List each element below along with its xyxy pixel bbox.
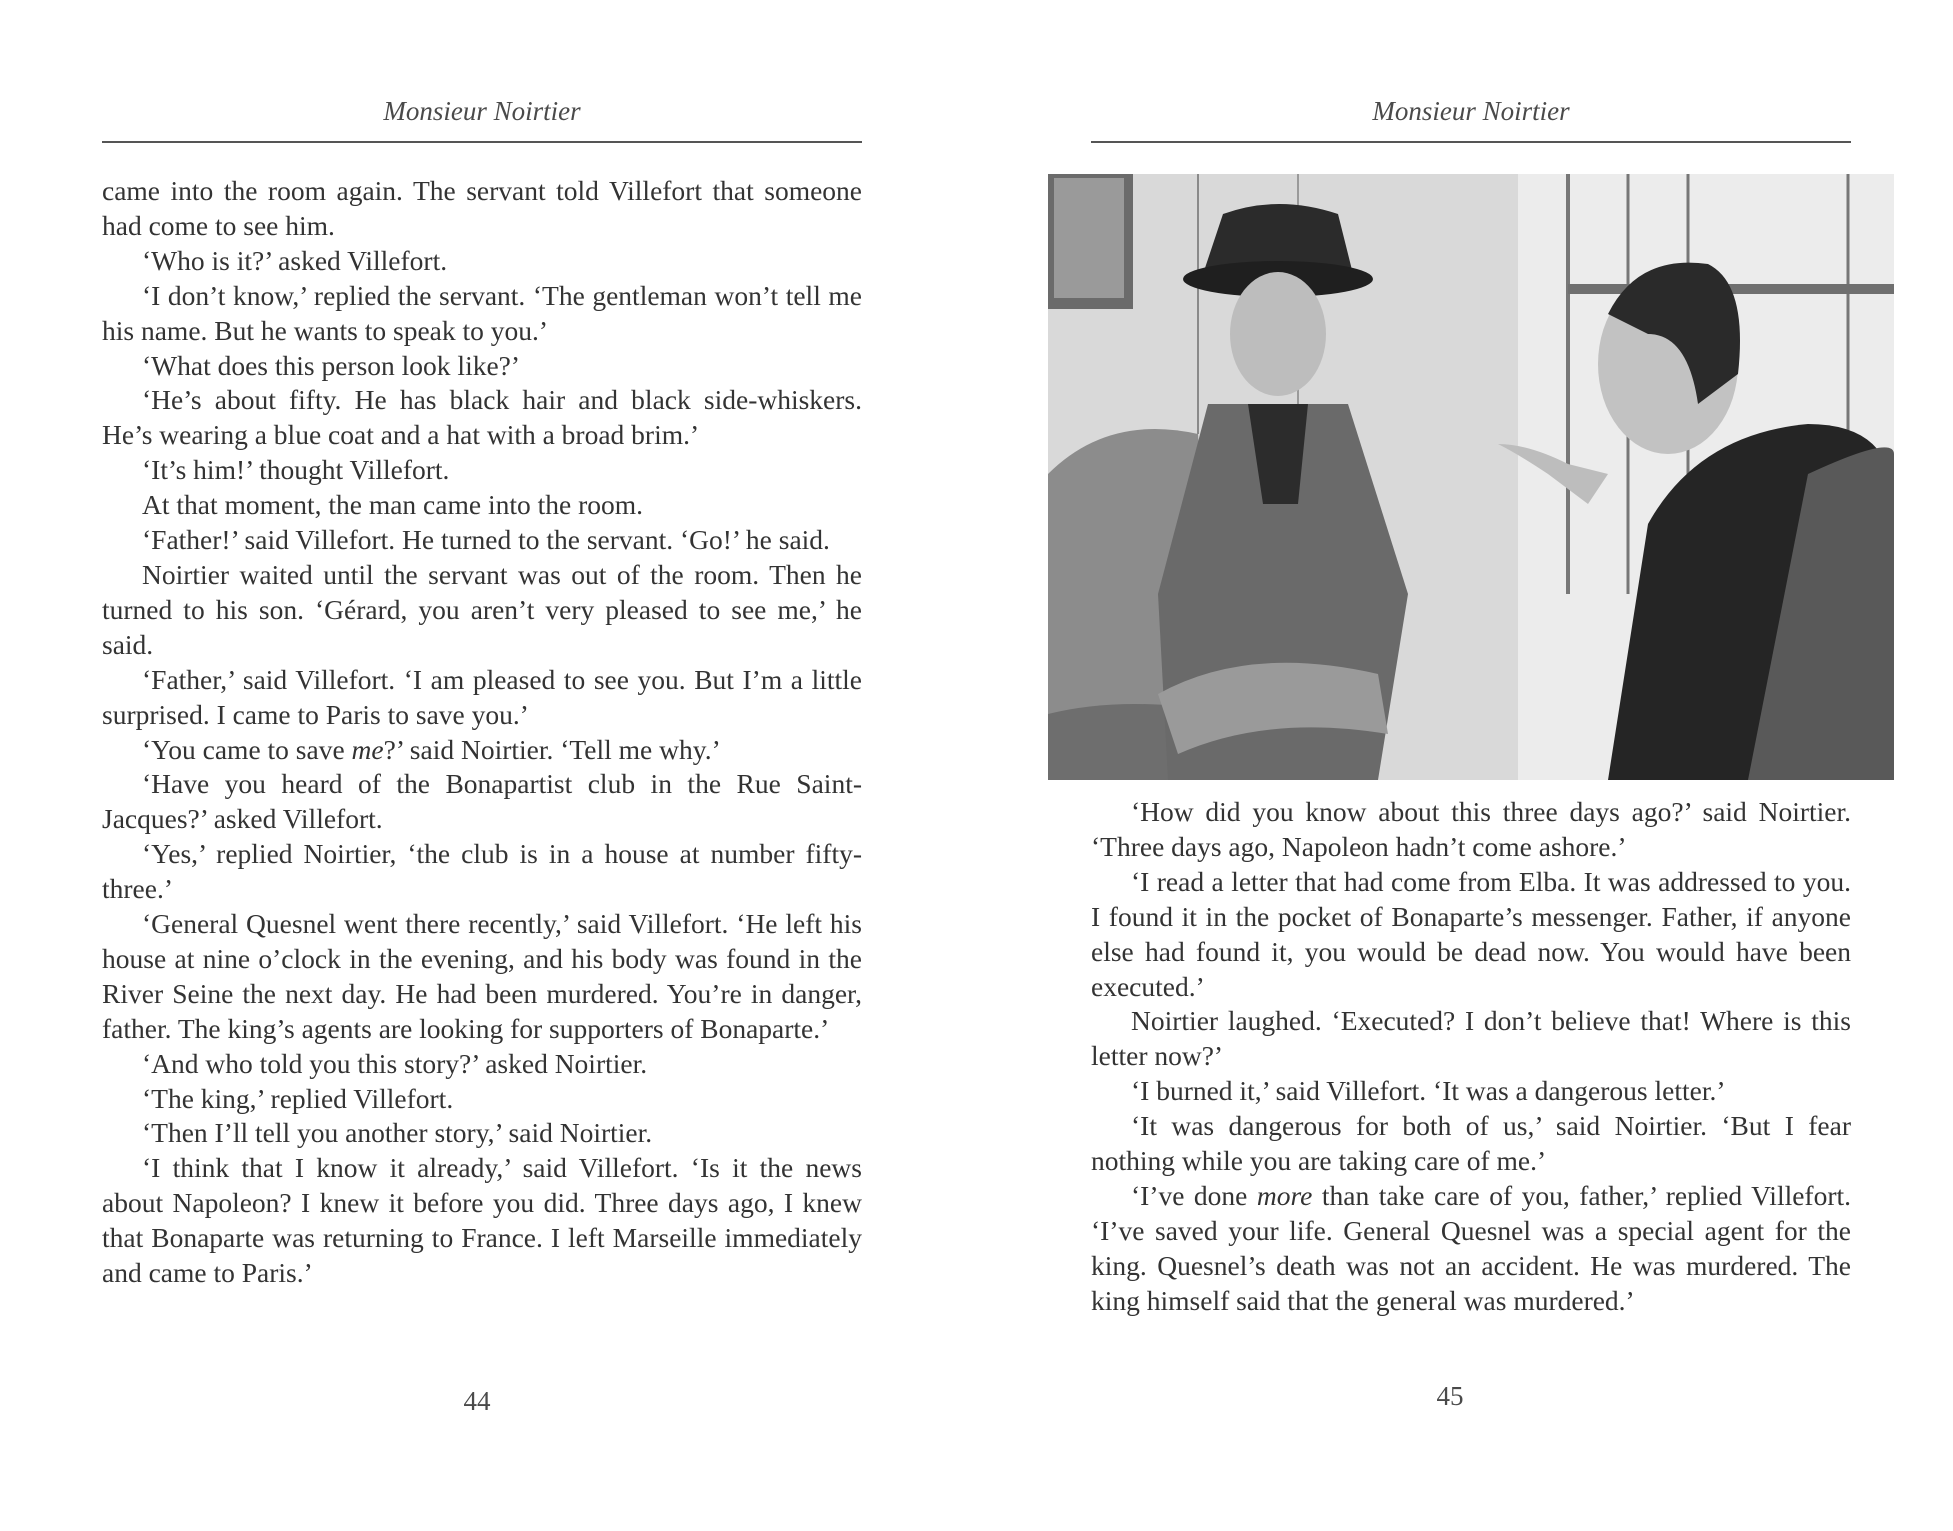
text-run: ‘I’ve done — [1131, 1179, 1257, 1211]
paragraph: ‘Yes,’ replied Noirtier, ‘the club is in a house at number fifty-three.’ — [102, 838, 862, 905]
paragraph: ‘I don’t know,’ replied the servant. ‘The gentleman won’t tell me his name. But he wants to speak to you.’ — [102, 279, 862, 346]
paragraph: ‘It’s him!’ thought Villefort. — [142, 454, 450, 486]
paragraph: ‘I burned it,’ said Villefort. ‘It was a dangerous letter.’ — [1131, 1075, 1726, 1107]
paragraph: ‘And who told you this story?’ asked Noirtier. — [142, 1047, 648, 1079]
paragraph: ‘He’s about fifty. He has black hair and black side-whiskers. He’s wearing a blue coat and a hat with a broad brim.’ — [102, 384, 862, 451]
paragraph: ‘Have you heard of the Bonapartist club in the Rue Saint-Jacques?’ asked Villefort. — [102, 768, 862, 835]
body-text — [1091, 795, 1851, 1319]
paragraph: Noirtier laughed. ‘Executed? I don’t believe that! Where is this letter now?’ — [1091, 1005, 1851, 1072]
paragraph: Noirtier waited until the servant was out of the room. Then he turned to his son. ‘Gérard, you aren’t very pleased to see me,’ he said. — [102, 558, 862, 660]
text-run: ‘You came to save — [142, 733, 352, 765]
page-number: 44 — [463, 1386, 491, 1416]
paragraph: ‘What does this person look like?’ — [142, 349, 521, 381]
paragraph: ‘General Quesnel went there recently,’ said Villefort. ‘He left his house at nine o’clock in the evening, and his body was found in the River Seine the next day. He had been murdered. You’re in danger, father. The king’s agents are looking for supporters of Bonaparte.’ — [102, 908, 862, 1044]
text-run: than take care of you, father,’ replied Villefort. ‘I’ve saved your life. General Quesnel was a special agent for the king. Quesnel’s death was not an accident. He was murdered. The king himself said that the general was murdered.’ — [1091, 1179, 1852, 1316]
illustration — [1048, 174, 1894, 780]
emphasis: more — [1256, 1179, 1313, 1211]
text-run: ?’ said Noirtier. ‘Tell me why.’ — [383, 733, 721, 765]
paragraph: came into the room again. The servant told Villefort that someone had come to see him. — [102, 175, 862, 241]
header-rule — [102, 141, 862, 143]
paragraph: ‘Then I’ll tell you another story,’ said Noirtier. — [142, 1117, 653, 1149]
paragraph: ‘I think that I know it already,’ said Villefort. ‘Is it the news about Napoleon? I knew it before you did. Three days ago, I knew that Bonaparte was returning to France. I left Marseille immediately and came to Paris.’ — [102, 1152, 862, 1289]
header-rule — [1091, 141, 1851, 143]
illustration-drawing — [1048, 174, 1894, 780]
left-page — [0, 0, 976, 1531]
paragraph: ‘How did you know about this three days ago?’ said Noirtier. ‘Three days ago, Napoleon hadn’t come ashore.’ — [1091, 796, 1851, 862]
emphasis: me — [351, 733, 384, 765]
paragraph: ‘The king,’ replied Villefort. — [142, 1082, 454, 1114]
paragraph: ‘I read a letter that had come from Elba. It was addressed to you. I found it in the pocket of Bonaparte’s messenger. Father, if anyone else had found it, you would be dead now. You would have been executed.’ — [1091, 865, 1851, 1002]
paragraph: ‘Father,’ said Villefort. ‘I am pleased to see you. But I’m a little surprised. I came to Paris to save you.’ — [102, 663, 862, 730]
paragraph — [1091, 1179, 1851, 1319]
paragraph: At that moment, the man came into the room. — [142, 489, 643, 521]
body-text — [102, 174, 862, 1291]
page-number: 45 — [1436, 1381, 1464, 1411]
paragraph: ‘It was dangerous for both of us,’ said Noirtier. ‘But I fear nothing while you are taking care of me.’ — [1091, 1110, 1851, 1177]
running-head: Monsieur Noirtier — [383, 96, 581, 126]
running-head: Monsieur Noirtier — [1372, 96, 1570, 126]
right-page — [976, 0, 1953, 1531]
paragraph: ‘Who is it?’ asked Villefort. — [142, 244, 448, 276]
paragraph: ‘Father!’ said Villefort. He turned to the servant. ‘Go!’ he said. — [142, 524, 830, 556]
paragraph — [102, 733, 862, 768]
